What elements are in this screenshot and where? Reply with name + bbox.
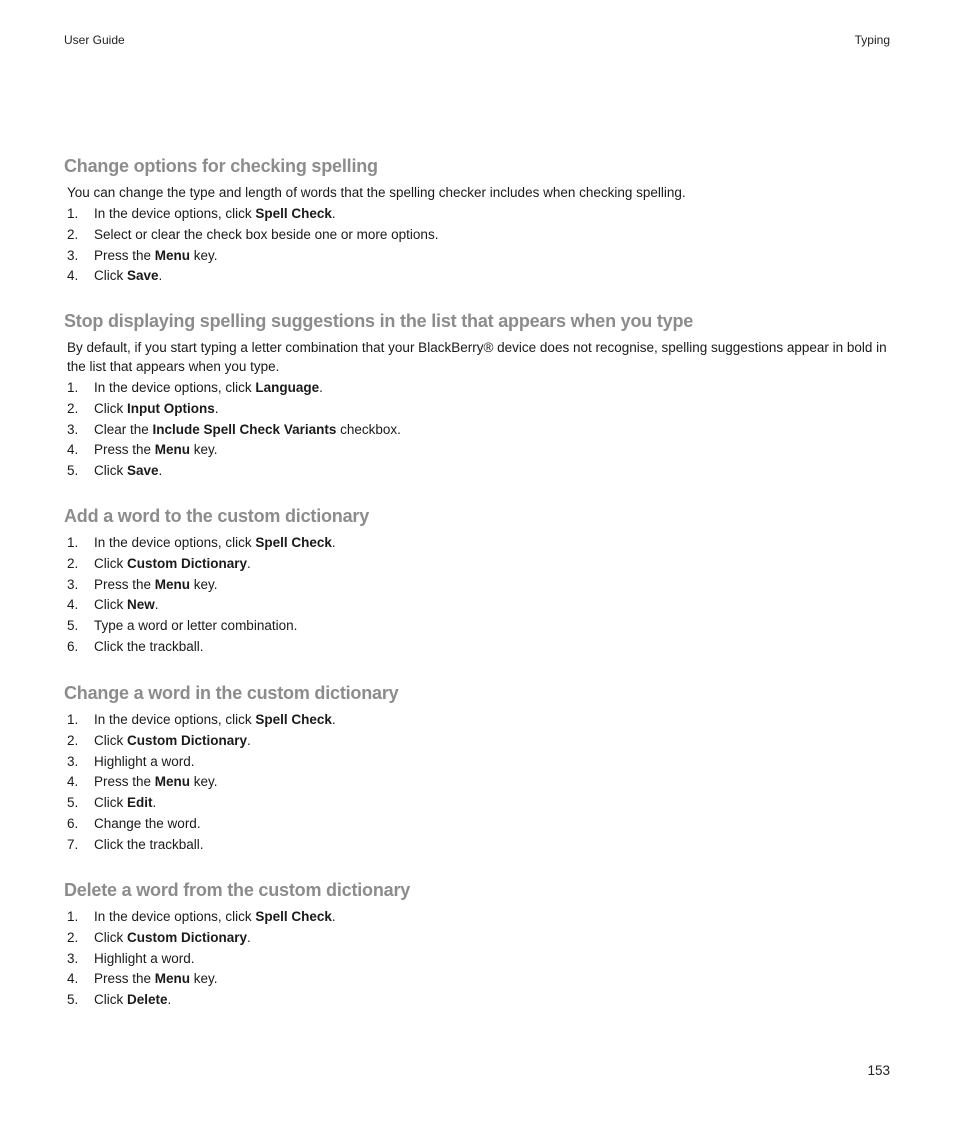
- step-number: 1.: [67, 909, 79, 924]
- step-item: [64, 616, 892, 637]
- step-item: [64, 772, 892, 793]
- step-text: .: [247, 929, 251, 945]
- step-ui-term: Delete: [127, 992, 168, 1008]
- step-text: key.: [190, 442, 218, 458]
- step-number: 6.: [67, 815, 79, 831]
- step-item: [64, 637, 892, 658]
- step-text: Click the trackball.: [94, 638, 204, 654]
- step-item: [64, 533, 892, 554]
- step-number: 5.: [67, 795, 79, 811]
- step-text: In the device options, click: [94, 380, 256, 395]
- step-number: 4.: [67, 774, 79, 790]
- step-text: Click: [94, 555, 127, 571]
- step-item: [64, 246, 892, 267]
- step-text: Highlight a word.: [94, 950, 195, 966]
- step-ui-term: Spell Check: [255, 712, 332, 727]
- step-item: [64, 731, 892, 752]
- step-number: 5.: [67, 618, 79, 634]
- section-heading: Change a word in the custom dictionary: [64, 683, 399, 703]
- step-ui-term: Spell Check: [255, 909, 332, 924]
- step-text: .: [331, 206, 336, 221]
- step-ui-term: Spell Check: [255, 206, 332, 221]
- step-number: 4.: [67, 442, 79, 458]
- step-text: In the device options, click: [94, 909, 256, 924]
- step-item: [64, 835, 892, 856]
- step-number: 3.: [67, 247, 79, 263]
- section-heading: Change options for checking spelling: [64, 156, 378, 176]
- step-text: .: [154, 597, 159, 613]
- step-number: 7.: [67, 836, 79, 852]
- step-ui-term: Edit: [127, 795, 153, 811]
- chapter-title: Typing: [854, 33, 890, 47]
- guide-title: User Guide: [64, 33, 125, 47]
- step-number: 4.: [67, 971, 79, 987]
- section-change-options: [64, 155, 892, 287]
- step-text: .: [158, 268, 163, 284]
- step-item: [64, 378, 892, 399]
- step-text: .: [158, 463, 163, 479]
- step-text: Select or clear the check box beside one or more options.: [94, 226, 439, 242]
- step-text: key.: [190, 247, 218, 263]
- step-text: Press the: [94, 247, 155, 263]
- step-list: [64, 907, 892, 1011]
- step-ui-term: Include Spell Check Variants: [152, 421, 337, 437]
- step-text: In the device options, click: [94, 712, 256, 727]
- section-intro: You can change the type and length of words that the spelling checker includes when checking spelling.: [67, 185, 686, 200]
- section-heading: Add a word to the custom dictionary: [64, 506, 370, 526]
- step-text: Press the: [94, 971, 155, 987]
- section-heading: Stop displaying spelling suggestions in the list that appears when you type: [64, 311, 694, 331]
- step-item: [64, 710, 892, 731]
- step-item: [64, 595, 892, 616]
- step-text: Press the: [94, 774, 155, 790]
- step-item: [64, 969, 892, 990]
- step-text: Click: [94, 400, 127, 416]
- step-item: [64, 554, 892, 575]
- step-text: Click: [94, 597, 127, 613]
- step-text: .: [167, 992, 172, 1008]
- step-text: key.: [190, 971, 218, 987]
- step-number: 2.: [67, 732, 79, 748]
- step-number: 6.: [67, 638, 79, 654]
- step-ui-term: Custom Dictionary: [127, 732, 248, 748]
- step-item: [64, 990, 892, 1011]
- step-ui-term: Spell Check: [255, 535, 332, 550]
- step-ui-term: Save: [127, 463, 159, 479]
- step-number: 3.: [67, 576, 79, 592]
- step-number: 3.: [67, 421, 79, 437]
- step-item: [64, 440, 892, 461]
- step-item: [64, 420, 892, 441]
- section-heading: Delete a word from the custom dictionary: [64, 880, 411, 900]
- step-ui-term: Menu: [154, 247, 191, 263]
- step-number: 5.: [67, 463, 79, 479]
- step-text: Clear the: [94, 421, 153, 437]
- step-text: Click: [94, 732, 127, 748]
- step-list: [64, 204, 892, 287]
- step-ui-term: Menu: [154, 971, 191, 987]
- step-text: .: [247, 555, 251, 571]
- step-ui-term: Input Options: [127, 400, 215, 416]
- step-text: Click: [94, 268, 127, 284]
- step-item: [64, 204, 892, 225]
- step-number: 1.: [67, 712, 79, 727]
- step-text: key.: [190, 576, 218, 592]
- section-delete-word: [64, 879, 892, 1011]
- step-text: .: [247, 732, 251, 748]
- step-number: 2.: [67, 555, 79, 571]
- step-text: Type a word or letter combination.: [94, 618, 298, 634]
- step-text: Click: [94, 463, 127, 479]
- step-text: Click: [94, 929, 127, 945]
- step-item: [64, 949, 892, 970]
- step-number: 1.: [67, 535, 79, 550]
- step-list: [64, 533, 892, 658]
- step-number: 4.: [67, 597, 79, 613]
- step-item: [64, 752, 892, 773]
- step-number: 2.: [67, 226, 79, 242]
- step-text: Click the trackball.: [94, 836, 204, 852]
- step-ui-term: Custom Dictionary: [127, 555, 248, 571]
- step-item: [64, 399, 892, 420]
- step-text: .: [331, 909, 336, 924]
- step-list: [64, 378, 892, 482]
- step-text: .: [331, 535, 336, 550]
- section-change-word: [64, 682, 892, 856]
- step-ui-term: Save: [127, 268, 159, 284]
- step-text: Change the word.: [94, 815, 201, 831]
- step-item: [64, 814, 892, 835]
- step-text: .: [152, 795, 157, 811]
- step-number: 1.: [67, 380, 79, 395]
- step-item: [64, 928, 892, 949]
- step-list: [64, 710, 892, 856]
- page-number: 153: [867, 1063, 890, 1078]
- step-text: checkbox.: [336, 421, 401, 437]
- step-item: [64, 907, 892, 928]
- step-item: [64, 461, 892, 482]
- section-stop-suggestions: [64, 310, 892, 482]
- step-ui-term: Custom Dictionary: [127, 929, 248, 945]
- step-text: Click: [94, 992, 127, 1008]
- step-text: Highlight a word.: [94, 753, 195, 769]
- section-intro: By default, if you start typing a letter combination that your BlackBerry® device does not recognise, spelling suggestions appear in bold in the list that appears when you type.: [67, 340, 887, 374]
- step-number: 5.: [67, 992, 79, 1008]
- step-number: 3.: [67, 753, 79, 769]
- step-ui-term: New: [127, 597, 155, 613]
- step-item: [64, 575, 892, 596]
- step-number: 2.: [67, 400, 79, 416]
- step-text: Click: [94, 795, 127, 811]
- step-text: Press the: [94, 576, 155, 592]
- step-text: .: [319, 380, 323, 395]
- step-text: .: [214, 400, 219, 416]
- step-item: [64, 266, 892, 287]
- step-ui-term: Menu: [154, 774, 191, 790]
- step-text: .: [331, 712, 336, 727]
- step-text: Press the: [94, 442, 155, 458]
- step-text: In the device options, click: [94, 206, 256, 221]
- section-add-word: [64, 505, 892, 658]
- step-number: 4.: [67, 268, 79, 284]
- step-number: 2.: [67, 929, 79, 945]
- step-number: 3.: [67, 950, 79, 966]
- step-item: [64, 793, 892, 814]
- step-ui-term: Menu: [154, 576, 191, 592]
- step-text: key.: [190, 774, 218, 790]
- step-text: In the device options, click: [94, 535, 256, 550]
- step-ui-term: Menu: [154, 442, 191, 458]
- step-number: 1.: [67, 206, 79, 221]
- step-ui-term: Language: [255, 380, 320, 395]
- step-item: [64, 225, 892, 246]
